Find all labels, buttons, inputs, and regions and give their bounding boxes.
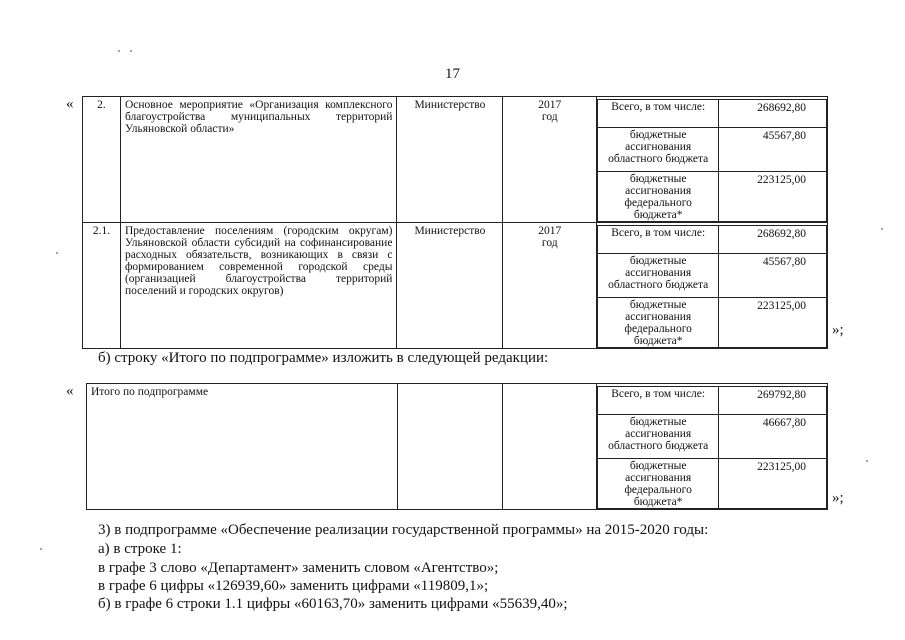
empty-cell <box>397 384 503 510</box>
source-value: 223125,00 <box>719 298 827 348</box>
source-label: бюджетные ассигнования федерального бюджета* <box>598 459 719 509</box>
total-label: Итого по подпрограмме <box>87 384 398 510</box>
source-label: бюджетные ассигнования федерального бюджета* <box>598 298 719 348</box>
source-value: 269792,80 <box>719 387 827 415</box>
paragraph-b: б) строку «Итого по подпрограмме» изложить в следующей редакции: <box>98 350 549 366</box>
row-year: 2017 год <box>503 223 597 349</box>
source-label: Всего, в том числе: <box>598 226 719 254</box>
row-sources <box>597 97 828 223</box>
source-label: бюджетные ассигнования областного бюджета <box>598 254 719 298</box>
source-value: 223125,00 <box>719 459 827 509</box>
scan-speck <box>130 50 132 52</box>
source-label: бюджетные ассигнования федерального бюджета* <box>598 172 719 222</box>
table-measures <box>82 96 828 349</box>
text-line: в графе 3 слово «Департамент» заменить словом «Агентство»; <box>98 560 499 576</box>
source-value: 45567,80 <box>719 128 827 172</box>
table-row <box>83 223 828 349</box>
scan-speck <box>881 228 883 230</box>
row-executor: Министерство <box>397 223 503 349</box>
sources-table <box>597 386 827 509</box>
empty-cell <box>503 384 597 510</box>
text-line: б) в графе 6 строки 1.1 цифры «60163,70» заменить цифрами «55639,40»; <box>98 596 568 612</box>
quote-open: « <box>66 96 74 112</box>
total-sources <box>597 384 828 510</box>
text-line: а) в строке 1: <box>98 541 182 557</box>
page-number: 17 <box>445 66 460 82</box>
quote-close: »; <box>832 322 844 338</box>
row-number: 2.1. <box>83 223 121 349</box>
source-value: 223125,00 <box>719 172 827 222</box>
row-year: 2017 год <box>503 97 597 223</box>
source-label: Всего, в том числе: <box>598 100 719 128</box>
quote-open: « <box>66 383 74 399</box>
table-row <box>87 384 828 510</box>
text-line: в графе 6 цифры «126939,60» заменить цифрами «119809,1»; <box>98 578 489 594</box>
row-executor: Министерство <box>397 97 503 223</box>
table-total <box>86 383 828 510</box>
sources-table <box>597 99 827 222</box>
text-line: 3) в подпрограмме «Обеспечение реализации государственной программы» на 2015-2020 годы: <box>98 522 709 538</box>
scan-speck <box>40 548 42 550</box>
quote-close: »; <box>832 490 844 506</box>
row-number: 2. <box>83 97 121 223</box>
sources-table <box>597 225 827 348</box>
row-sources <box>597 223 828 349</box>
source-value: 268692,80 <box>719 226 827 254</box>
source-label: бюджетные ассигнования областного бюджета <box>598 128 719 172</box>
source-value: 45567,80 <box>719 254 827 298</box>
scan-speck <box>866 460 868 462</box>
scan-speck <box>56 252 58 254</box>
source-value: 268692,80 <box>719 100 827 128</box>
source-label: бюджетные ассигнования областного бюджета <box>598 415 719 459</box>
row-description: Основное мероприятие «Организация комплексного благоустройства муниципальных территорий Ульяновской области» <box>120 97 397 223</box>
scan-speck <box>118 50 120 52</box>
source-value: 46667,80 <box>719 415 827 459</box>
row-description: Предоставление поселениям (городским округам) Ульяновской области субсидий на софинансирование расходных обязательств, возникающих в связи с формированием современной городской среды (организацией благоустройства территорий поселений и городских округов) <box>120 223 397 349</box>
table-row <box>83 97 828 223</box>
source-label: Всего, в том числе: <box>598 387 719 415</box>
